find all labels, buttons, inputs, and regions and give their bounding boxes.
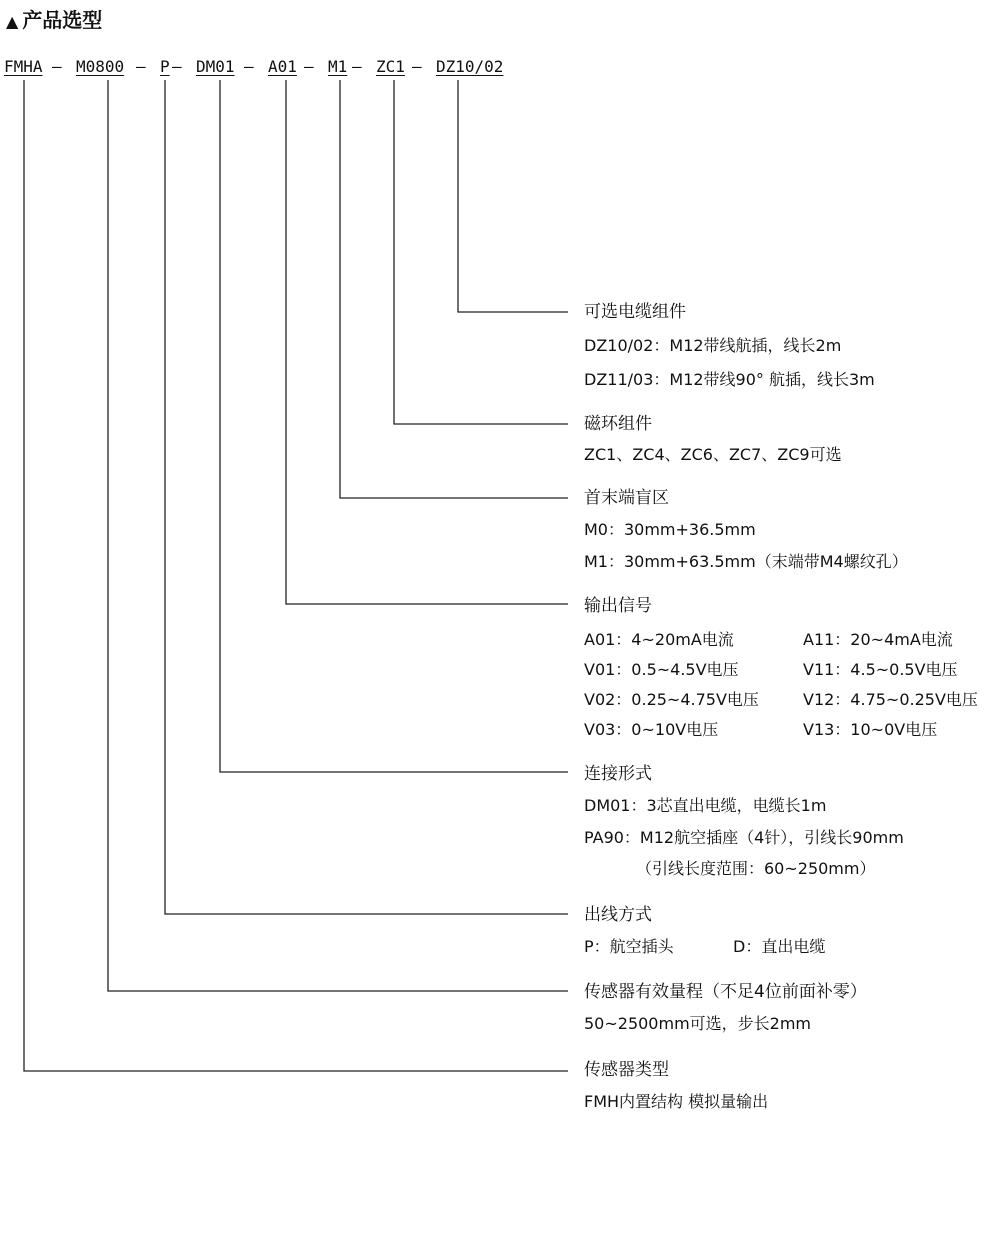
signal-option: V12：4.75~0.25V电压 [803,690,978,709]
signal-heading: 输出信号 [584,596,652,616]
code-part-magnet: ZC1 [376,57,405,76]
leader-line-range [108,80,568,991]
blind-option: M0：30mm+36.5mm [584,520,756,539]
connect-note: （引线长度范围：60~250mm） [636,859,876,878]
connect-option: DM01：3芯直出电缆，电缆长1m [584,796,827,815]
code-part-signal: A01 [268,57,297,76]
range-heading: 传感器有效量程（不足4位前面补零） [584,982,867,1002]
connect-heading: 连接形式 [584,764,652,784]
triangle-icon: ▲ [6,12,19,31]
signal-option: A11：20~4mA电流 [803,630,953,649]
signal-option: A01：4~20mA电流 [584,630,734,649]
code-part-blind: M1 [328,57,348,76]
leader-line-type [24,80,568,1071]
code-part-range: M0800 [76,57,125,76]
connect-option: PA90：M12航空插座（4针），引线长90mm [584,828,904,847]
code-separator: — [304,57,314,76]
code-part-cable: DZ10/02 [436,57,504,76]
cable-option: DZ11/03：M12带线90° 航插，线长3m [584,370,875,389]
code-separator: — [52,57,62,76]
magnet-option: ZC1、ZC4、ZC6、ZC7、ZC9可选 [584,445,842,464]
type-option: FMH内置结构 模拟量输出 [584,1092,769,1111]
code-separator: — [244,57,254,76]
cable-heading: 可选电缆组件 [584,302,686,322]
outlet-option: P：航空插头 [584,937,674,956]
code-separator: — [412,57,422,76]
outlet-heading: 出线方式 [584,905,652,925]
title-text: 产品选型 [22,8,103,32]
code-separator: — [136,57,146,76]
code-separator: — [172,57,182,76]
code-part-type: FMHA [4,57,43,76]
code-part-connect: DM01 [196,57,235,76]
signal-option: V13：10~0V电压 [803,720,938,739]
leader-line-cable [458,80,568,312]
leader-line-magnet [394,80,568,424]
code-part-outlet: P [160,57,170,76]
code-separator: — [352,57,362,76]
type-heading: 传感器类型 [584,1060,669,1080]
blind-heading: 首末端盲区 [584,488,669,508]
blind-option: M1：30mm+63.5mm（末端带M4螺纹孔） [584,552,908,571]
leader-line-signal [286,80,568,604]
signal-option: V11：4.5~0.5V电压 [803,660,958,679]
leader-line-outlet [165,80,568,914]
range-option: 50~2500mm可选，步长2mm [584,1014,812,1033]
signal-option: V03：0~10V电压 [584,720,719,739]
signal-option: V01：0.5~4.5V电压 [584,660,739,679]
magnet-heading: 磁环组件 [584,414,652,434]
outlet-option: D：直出电缆 [733,937,826,956]
leader-line-blind [340,80,568,498]
signal-option: V02：0.25~4.75V电压 [584,690,759,709]
cable-option: DZ10/02：M12带线航插，线长2m [584,336,842,355]
